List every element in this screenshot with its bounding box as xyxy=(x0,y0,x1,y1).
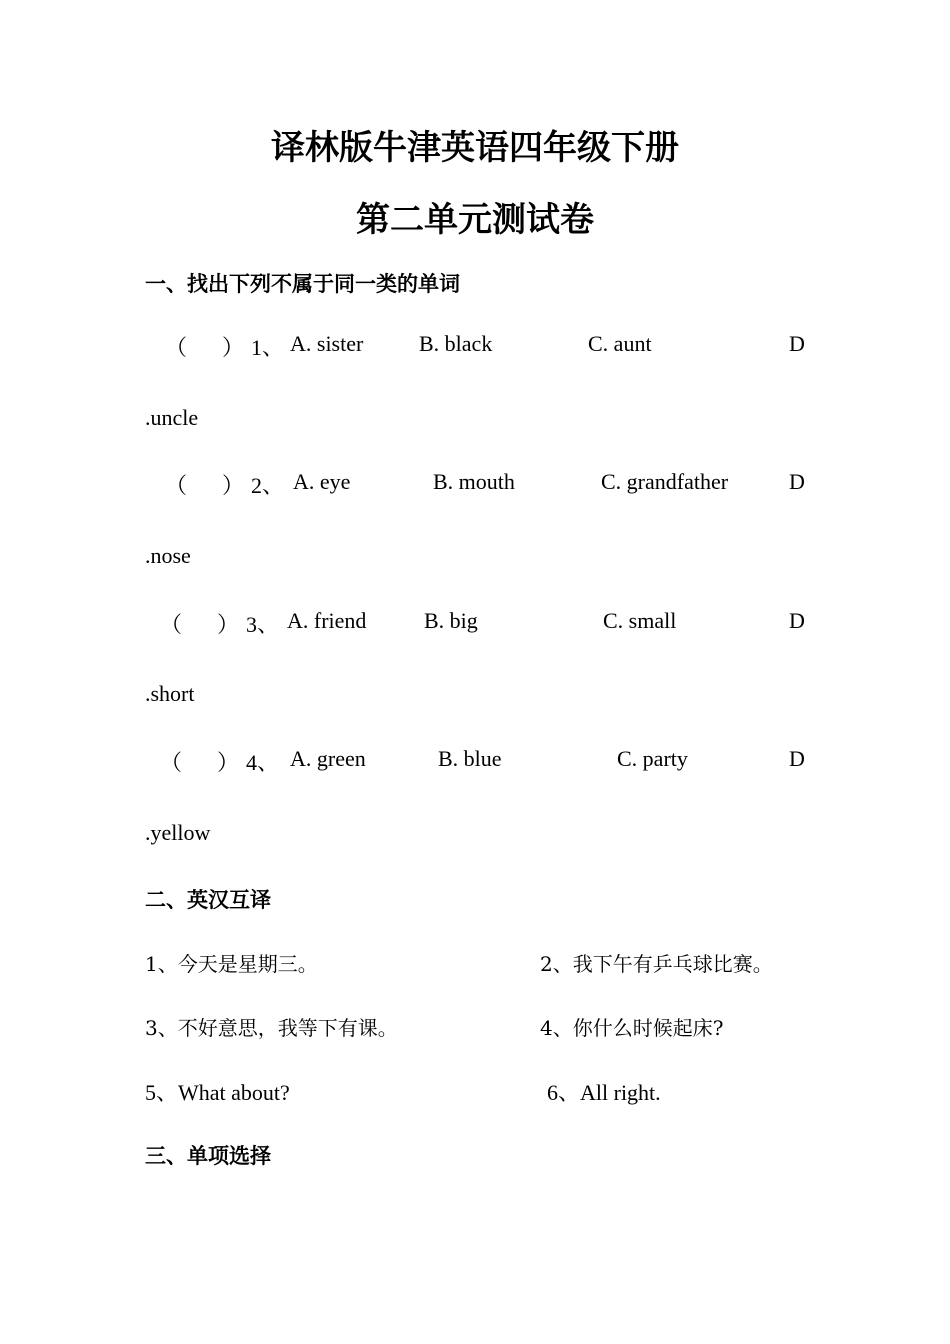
q4-number: 4、 xyxy=(246,750,280,775)
q3-option-a: A. friend xyxy=(287,608,367,633)
q3-option-c: C. small xyxy=(603,608,677,633)
q3-option-b: B. big xyxy=(424,608,478,633)
q2-paren-open: （ xyxy=(165,473,188,498)
translate-item-3: 3、不好意思，我等下有课。 xyxy=(145,1016,398,1040)
q4-option-b: B. blue xyxy=(438,746,502,771)
q4-paren-close: ） xyxy=(217,750,240,775)
q1-paren-close: ） xyxy=(222,335,245,360)
title-line-2: 第二单元测试卷 xyxy=(356,200,594,240)
q3-option-d: D xyxy=(789,608,805,633)
q3-option-d-text: .short xyxy=(145,681,195,706)
q1-option-a: A. sister xyxy=(290,331,364,356)
section-1-heading: 一、找出下列不属于同一类的单词 xyxy=(145,271,460,296)
q1-option-d: D xyxy=(789,331,805,356)
translate-item-5: 5、What about? xyxy=(145,1080,290,1105)
q3-paren-open: （ xyxy=(160,612,183,637)
q4-option-c: C. party xyxy=(617,746,688,771)
q3-paren-close: ） xyxy=(217,612,240,637)
translate-item-2: 2、我下午有乒乓球比赛。 xyxy=(540,952,773,976)
translate-item-6: 6、All right. xyxy=(547,1080,661,1105)
q1-option-d-text: .uncle xyxy=(145,405,199,430)
q1-number: 1、 xyxy=(251,335,285,360)
q4-paren-open: （ xyxy=(160,750,183,775)
q1-option-b: B. black xyxy=(419,331,493,356)
q2-paren-close: ） xyxy=(222,473,245,498)
q2-option-d-text: .nose xyxy=(145,543,191,568)
section-2-heading: 二、英汉互译 xyxy=(145,887,271,912)
q1-option-c: C. aunt xyxy=(588,331,652,356)
q4-option-d: D xyxy=(789,746,805,771)
translate-item-1: 1、今天是星期三。 xyxy=(145,952,318,976)
q1-paren-open: （ xyxy=(165,335,188,360)
q4-option-d-text: .yellow xyxy=(145,820,211,845)
q3-number: 3、 xyxy=(246,612,280,637)
q2-option-d: D xyxy=(789,469,805,494)
translate-item-4: 4、你什么时候起床? xyxy=(540,1016,724,1040)
title-line-1: 译林版牛津英语四年级下册 xyxy=(271,128,679,168)
q2-option-b: B. mouth xyxy=(433,469,515,494)
section-3-heading: 三、单项选择 xyxy=(145,1143,271,1168)
q2-option-a: A. eye xyxy=(293,469,351,494)
q2-number: 2、 xyxy=(251,473,285,498)
q4-option-a: A. green xyxy=(290,746,366,771)
q2-option-c: C. grandfather xyxy=(601,469,729,494)
